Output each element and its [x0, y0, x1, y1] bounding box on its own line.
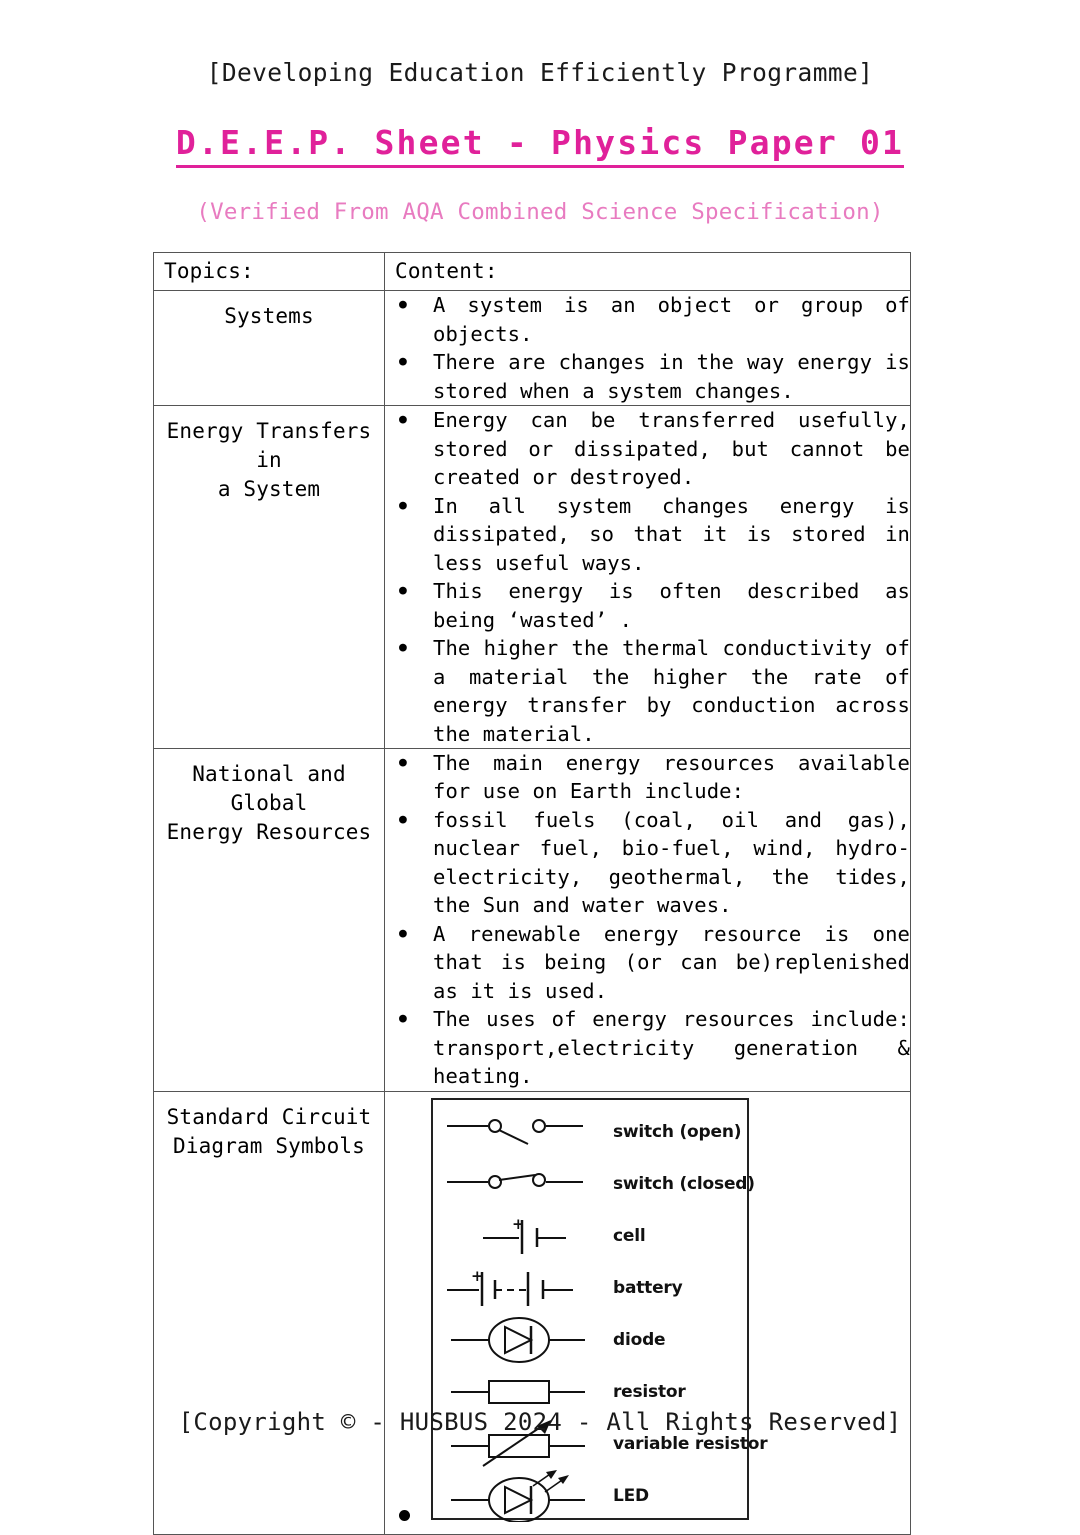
document-footer — [0, 1408, 1080, 1436]
content-header-label: Content: — [395, 259, 498, 283]
topic-label — [154, 749, 384, 857]
topic-label-line1: Energy Transfers in — [166, 419, 372, 473]
programme-line: [Developing Education Efficiently Programme] — [206, 58, 874, 87]
topic-label-line1: Standard Circuit — [166, 1104, 372, 1129]
table-row — [154, 406, 911, 749]
circuit-symbol-label: LED — [613, 1485, 649, 1506]
bullet-list — [385, 291, 910, 405]
list-item: ● There are changes in the way energy is stored when a system changes. — [385, 348, 910, 405]
page-title: D.E.E.P. Sheet - Physics Paper 01 — [176, 123, 904, 168]
circuit-symbol-row — [433, 1210, 747, 1262]
list-item: ● A system is an object or group of objects. — [385, 291, 910, 348]
list-item: ● The higher the thermal conductivity of a material the higher the rate of energy transfer by conduction across the material. — [385, 634, 910, 748]
topic-cell-circuit-symbols — [154, 1091, 385, 1534]
list-item: ● In all system changes energy is dissipated, so that it is stored in less useful ways. — [385, 492, 910, 577]
list-item: ● The uses of energy resources include: transport,electricity generation & heating. — [385, 1005, 910, 1090]
list-item: ● Energy can be transferred usefully, stored or dissipated, but cannot be created or destroyed. — [385, 406, 910, 491]
revision-sheet-table — [153, 252, 911, 1535]
cell-icon — [433, 1210, 613, 1262]
circuit-symbol-label: resistor — [613, 1381, 686, 1402]
topic-cell-energy-resources — [154, 749, 385, 1092]
topics-header-label: Topics: — [164, 259, 254, 283]
diode-icon — [433, 1314, 613, 1366]
bullet-list — [385, 749, 910, 1091]
content-cell-energy-transfers — [385, 406, 911, 749]
table-row — [154, 291, 911, 406]
circuit-symbol-label: switch (closed) — [613, 1173, 755, 1194]
content-cell-circuit-symbols — [385, 1091, 911, 1534]
topic-label — [154, 1092, 384, 1171]
bullet-list — [385, 406, 910, 748]
circuit-symbol-row — [433, 1314, 747, 1366]
list-item: ● fossil fuels (coal, oil and gas), nuclear fuel, bio-fuel, wind, hydro-electricity, geothermal, the tides, the Sun and water waves. — [385, 806, 910, 920]
table-row — [154, 749, 911, 1092]
copyright-text: [Copyright © - HUSBUS 2024 - All Rights Reserved] — [178, 1408, 902, 1436]
circuit-symbol-row — [433, 1470, 747, 1522]
circuit-symbol-label: variable resistor — [613, 1433, 768, 1454]
circuit-symbol-label: battery — [613, 1277, 683, 1298]
topic-cell-energy-transfers — [154, 406, 385, 749]
topic-label-line2: Energy Resources — [166, 819, 372, 844]
list-item: ● This energy is often described as being ‘wasted’ . — [385, 577, 910, 634]
circuit-symbol-label: diode — [613, 1329, 666, 1350]
circuit-symbol-label: cell — [613, 1225, 646, 1246]
table-header-row — [154, 253, 911, 291]
content-cell-systems — [385, 291, 911, 406]
page-subtitle: (Verified From AQA Combined Science Specification) — [196, 199, 884, 225]
table-row — [154, 1091, 911, 1534]
topic-cell-systems — [154, 291, 385, 406]
bullet-marker-icon — [399, 1510, 410, 1521]
topic-label-line2: Diagram Symbols — [173, 1133, 365, 1158]
circuit-symbols-diagram — [431, 1098, 768, 1520]
topic-label: Systems — [224, 304, 314, 329]
circuit-symbol-label: switch (open) — [613, 1121, 742, 1142]
topic-label-line2: a System — [217, 477, 321, 502]
led-icon — [433, 1470, 613, 1522]
content-cell-energy-resources — [385, 749, 911, 1092]
list-item: ● A renewable energy resource is one that is being (or can be)replenished as it is used. — [385, 920, 910, 1005]
battery-icon — [433, 1262, 613, 1314]
list-item: ● The main energy resources available for use on Earth include: — [385, 749, 910, 806]
document-header — [0, 0, 1080, 225]
circuit-symbol-row — [433, 1262, 747, 1314]
topics-header-cell — [154, 253, 385, 291]
svg-text:+: + — [471, 1266, 484, 1285]
topic-label — [154, 406, 384, 514]
content-header-cell — [385, 253, 911, 291]
circuit-symbol-row — [433, 1106, 747, 1158]
circuit-symbol-row — [433, 1158, 755, 1210]
switch-open-icon — [433, 1106, 613, 1158]
topic-label-line1: National and Global — [192, 762, 346, 815]
svg-text:+: + — [512, 1214, 525, 1233]
switch-closed-icon — [433, 1158, 613, 1210]
